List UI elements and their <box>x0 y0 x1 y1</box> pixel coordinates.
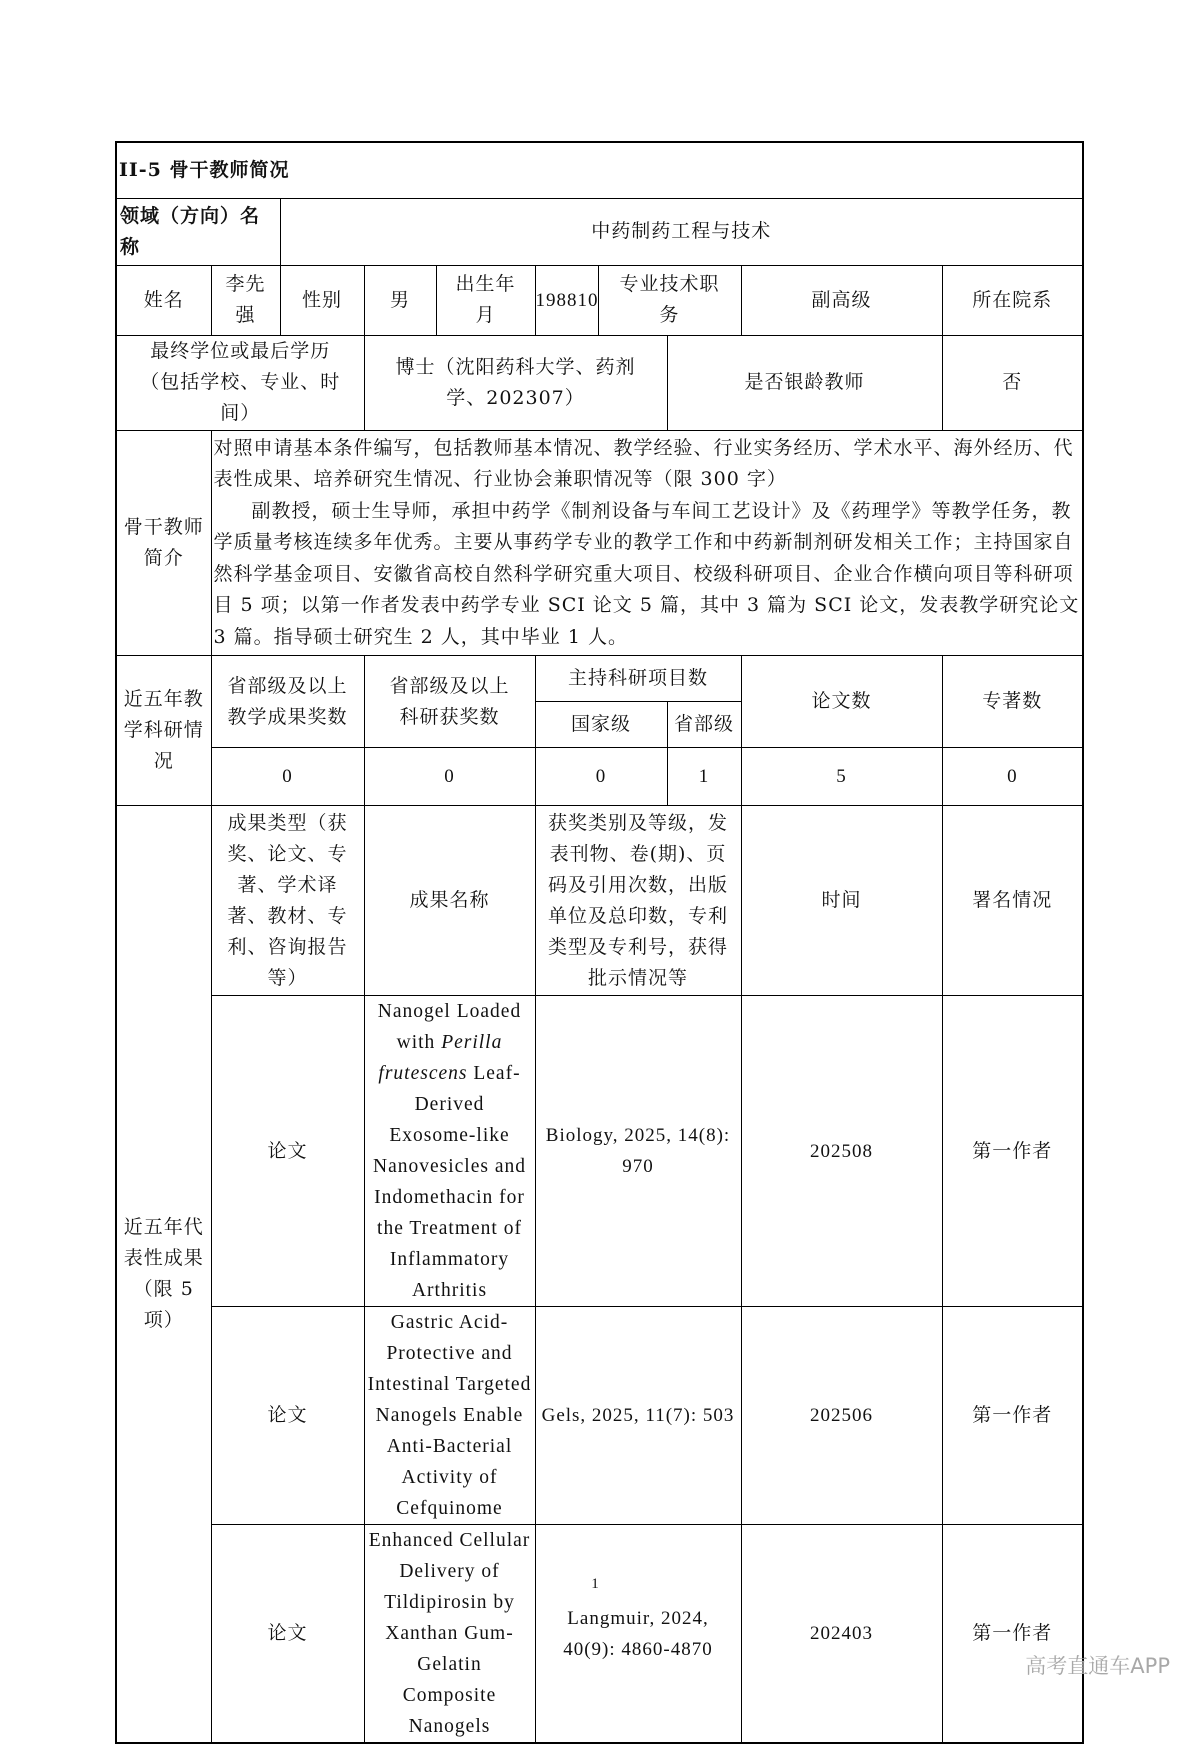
row1-time: 202508 <box>741 996 942 1307</box>
name-label: 姓名 <box>116 265 211 335</box>
header-papers: 论文数 <box>741 656 942 748</box>
header-provincial: 省部级 <box>667 702 741 748</box>
row2-author: 第一作者 <box>942 1307 1083 1525</box>
row3-detail: Langmuir, 2024, 40(9): 4860-4870 <box>535 1525 741 1744</box>
title-label: 专业技术职务 <box>598 265 741 335</box>
row2-time: 202506 <box>741 1307 942 1525</box>
header-detail: 获奖类别及等级，发表刊物、卷(期)、页码及引用次数，出版单位及总印数，专利类型及专利号，获得批示情况等 <box>535 806 741 996</box>
gender-label: 性别 <box>280 265 364 335</box>
achievements-label: 近五年代表性成果（限 5 项） <box>116 806 211 1744</box>
header-projects: 主持科研项目数 <box>535 656 741 702</box>
header-teaching-award: 省部级及以上教学成果奖数 <box>211 656 364 748</box>
header-national: 国家级 <box>535 702 667 748</box>
dept-label: 所在院系 <box>942 265 1083 335</box>
table-row <box>116 996 1083 1307</box>
research-label: 近五年教学科研情况 <box>116 656 211 806</box>
birth-value: 198810 <box>535 265 598 335</box>
intro-text: 副教授，硕士生导师，承担中药学《制剂设备与车间工艺设计》及《药理学》等教学任务，教学质量考核连续多年优秀。主要从事药学专业的教学工作和中药新制剂研发相关工作；主持国家自然科学基金项目、安徽省高校自然科学研究重大项目、校级科研项目、企业合作横向项目等科研项目 5 项；以第一作者发表中药学专业 SCI 论文 5 篇，其中 3 篇为 SCI 论文，发表教学研究论文 3 篇。指导硕士研究生 2 人，其中毕业 1 人。 <box>213 499 1080 648</box>
row2-name: Gastric Acid-Protective and Intestinal Targeted Nanogels Enable Anti-Bacterial Activity of Cefquinome <box>364 1307 535 1525</box>
row1-author: 第一作者 <box>942 996 1083 1307</box>
row3-type: 论文 <box>211 1525 364 1744</box>
silver-value: 否 <box>942 335 1083 430</box>
value-books: 0 <box>942 748 1083 806</box>
watermark: 高考直通车APP <box>1025 1654 1170 1678</box>
degree-value: 博士（沈阳药科大学、药剂学、202307） <box>364 335 667 430</box>
row3-author: 第一作者 <box>942 1525 1083 1744</box>
row2-type: 论文 <box>211 1307 364 1525</box>
value-provincial: 1 <box>667 748 741 806</box>
intro-instruction: 对照申请基本条件编写，包括教师基本情况、教学经验、行业实务经历、学术水平、海外经历、代表性成果、培养研究生情况、行业协会兼职情况等（限 300 字） <box>213 436 1074 490</box>
row3-name: Enhanced Cellular Delivery of Tildipirosin by Xanthan Gum-Gelatin Composite Nanogels <box>364 1525 535 1744</box>
table-row <box>116 1307 1083 1525</box>
value-papers: 5 <box>741 748 942 806</box>
intro-cell <box>211 430 1083 656</box>
row2-detail: Gels, 2025, 11(7): 503 <box>535 1307 741 1525</box>
intro-label: 骨干教师简介 <box>116 430 211 656</box>
birth-label: 出生年月 <box>436 265 535 335</box>
name-value: 李先强 <box>211 265 280 335</box>
row1-detail: Biology, 2025, 14(8): 970 <box>535 996 741 1307</box>
header-books: 专著数 <box>942 656 1083 748</box>
header-research-award: 省部级及以上科研获奖数 <box>364 656 535 748</box>
value-research-award: 0 <box>364 748 535 806</box>
row3-time: 202403 <box>741 1525 942 1744</box>
row1-name: Nanogel Loaded with Perilla frutescens Leaf-Derived Exosome-like Nanovesicles and Indomethacin for the Treatment of Inflammatory Arthritis <box>364 996 535 1307</box>
header-time: 时间 <box>741 806 942 996</box>
page-number: 1 <box>591 1576 599 1592</box>
row1-type: 论文 <box>211 996 364 1307</box>
value-national: 0 <box>535 748 667 806</box>
header-type: 成果类型（获奖、论文、专著、学术译著、教材、专利、咨询报告等） <box>211 806 364 996</box>
table-row <box>116 1525 1083 1744</box>
header-name: 成果名称 <box>364 806 535 996</box>
header-author: 署名情况 <box>942 806 1083 996</box>
faculty-profile-table <box>115 141 1084 1744</box>
section-title: II-5 骨干教师简况 <box>116 142 1083 198</box>
gender-value: 男 <box>364 265 436 335</box>
field-value: 中药制药工程与技术 <box>280 198 1083 265</box>
silver-label: 是否银龄教师 <box>667 335 942 430</box>
field-label: 领域（方向）名称 <box>116 198 280 265</box>
title-value: 副高级 <box>741 265 942 335</box>
degree-label: 最终学位或最后学历（包括学校、专业、时间） <box>116 335 364 430</box>
value-teaching-award: 0 <box>211 748 364 806</box>
